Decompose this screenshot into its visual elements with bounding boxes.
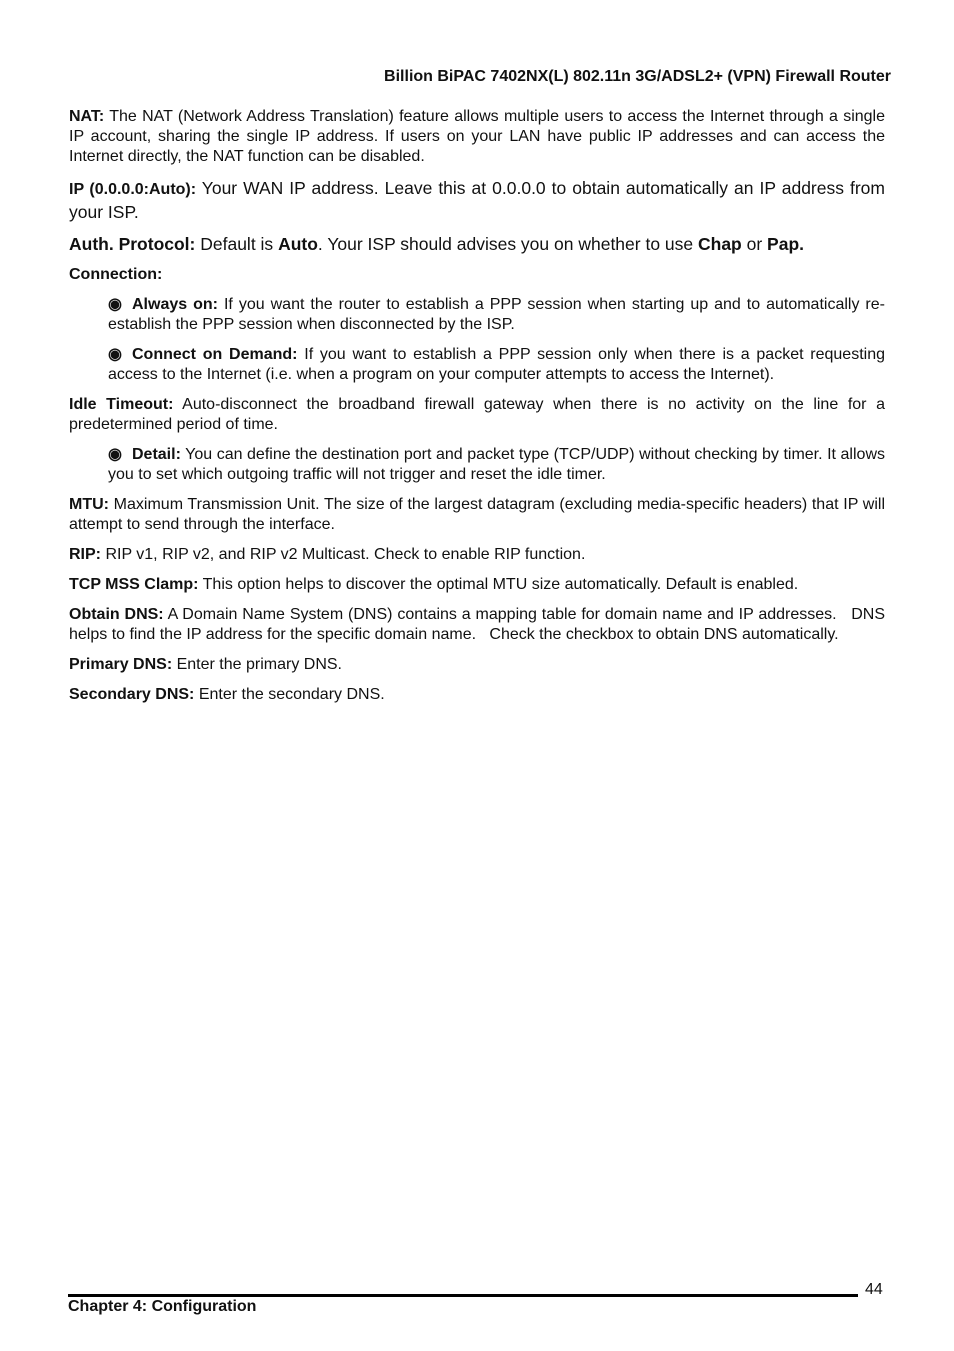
connect-on-demand-term: Connect on Demand: [132,346,298,363]
rip-paragraph [69,545,885,565]
obtain-dns-text: A Domain Name System (DNS) contains a mapping table for domain name and IP addresses. DNS helps to find the IP address for the specific domain name. Check the checkbox to obtain DNS automatically. [69,606,890,643]
obtain-dns-paragraph [69,605,890,645]
idle-timeout-term: Idle Timeout: [69,396,174,413]
auth-chap: Chap [698,234,742,254]
page-number: 44 [865,1281,883,1298]
always-on-bullet [108,295,885,335]
radio-bullet-icon: ◉ [108,296,122,313]
auth-protocol-paragraph [69,233,885,255]
tcp-mss-clamp-text: This option helps to discover the optimal MTU size automatically. Default is enabled. [198,576,799,593]
auth-protocol-term: Auth. Protocol: [69,234,196,254]
secondary-dns-paragraph [69,685,885,705]
always-on-text: If you want the router to establish a PPP session when starting up and to automatically re-establish the PPP session when disconnected by the ISP. [108,296,885,333]
footer-divider [68,1294,858,1297]
ip-term: IP (0.0.0.0:Auto): [69,181,197,198]
connection-heading: Connection: [69,266,163,283]
mtu-paragraph [69,495,885,535]
mtu-term: MTU: [69,496,109,513]
document-body [69,107,890,715]
connect-on-demand-text: If you want to establish a PPP session only when there is a packet requesting access to the Internet (i.e. when a program on your computer attempts to access the Internet). [108,346,886,383]
primary-dns-paragraph [69,655,885,675]
connect-on-demand-bullet [108,345,885,385]
detail-term: Detail: [132,446,181,463]
nat-text: The NAT (Network Address Translation) feature allows multiple users to access the Internet through a single IP account, sharing the single IP address. If users on your LAN have public IP addresses and can access the Internet directly, the NAT function can be disabled. [69,108,885,165]
secondary-dns-term: Secondary DNS: [69,686,195,703]
auth-text-1: Default is [195,234,279,254]
primary-dns-term: Primary DNS: [69,656,173,673]
obtain-dns-term: Obtain DNS: [69,606,164,623]
idle-timeout-text: Auto-disconnect the broadband firewall gateway when there is no activity on the line for a predetermined period of time. [69,396,886,433]
secondary-dns-text: Enter the secondary DNS. [194,686,385,703]
footer-chapter-title: Chapter 4: Configuration [68,1298,257,1315]
nat-term: NAT: [69,108,105,125]
rip-text: RIP v1, RIP v2, and RIP v2 Multicast. Check to enable RIP function. [101,546,586,563]
auth-auto: Auto [278,234,318,254]
nat-paragraph [69,107,885,167]
detail-text: You can define the destination port and packet type (TCP/UDP) without checking by timer. It allows you to set which outgoing traffic will not trigger and reset the idle timer. [108,446,885,483]
primary-dns-text: Enter the primary DNS. [172,656,342,673]
mtu-text: Maximum Transmission Unit. The size of the largest datagram (excluding media-specific headers) that IP will attempt to send through the interface. [69,496,885,533]
auth-pap: Pap. [767,234,805,254]
always-on-term: Always on: [132,296,218,313]
ip-text: Your WAN IP address. Leave this at 0.0.0.0 to obtain automatically an IP address from your ISP. [69,178,885,222]
ip-paragraph [69,177,885,223]
auth-text-3: or [741,234,768,254]
tcp-mss-clamp-paragraph [69,575,885,595]
radio-bullet-icon: ◉ [108,446,122,463]
auth-text-2: . Your ISP should advises you on whether to use [317,234,698,254]
detail-bullet [108,445,885,485]
idle-timeout-paragraph [69,395,885,435]
page-header-title: Billion BiPAC 7402NX(L) 802.11n 3G/ADSL2+ (VPN) Firewall Router [384,68,891,85]
radio-bullet-icon: ◉ [108,346,122,363]
rip-term: RIP: [69,546,101,563]
tcp-mss-clamp-term: TCP MSS Clamp: [69,576,199,593]
